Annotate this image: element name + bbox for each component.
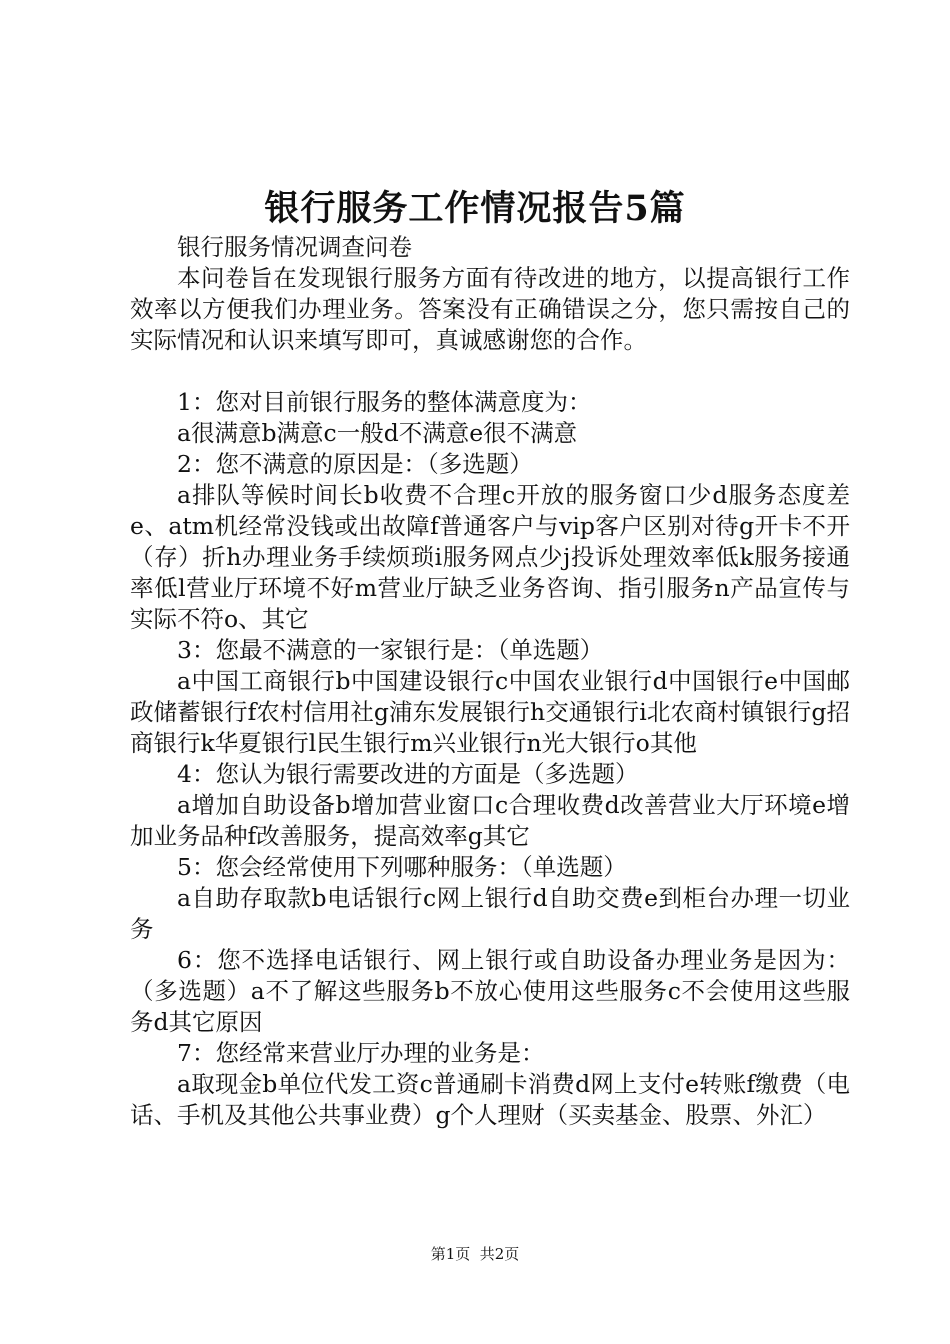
question-4: 4：您认为银行需要改进的方面是（多选题） bbox=[177, 760, 639, 788]
question-5: 5：您会经常使用下列哪种服务：（单选题） bbox=[177, 853, 627, 881]
question-2: 2：您不满意的原因是：（多选题） bbox=[177, 450, 533, 478]
question-7-options: a取现金b单位代发工资c普通刷卡消费d网上支付e转账f缴费（电话、手机及其他公共事业费）g个人理财（买卖基金、股票、外汇） bbox=[130, 1070, 850, 1129]
question-4-options: a增加自助设备b增加营业窗口c合理收费d改善营业大厅环境e增加业务品种f改善服务，提高效率g其它 bbox=[130, 791, 850, 850]
question-6: 6：您不选择电话银行、网上银行或自助设备办理业务是因为：（多选题）a不了解这些服务b不放心使用这些服务c不会使用这些服务d其它原因 bbox=[130, 946, 850, 1036]
survey-intro: 本问卷旨在发现银行服务方面有待改进的地方，以提高银行工作效率以方便我们办理业务。答案没有正确错误之分，您只需按自己的实际情况和认识来填写即可，真诚感谢您的合作。 bbox=[130, 264, 850, 354]
question-3-options: a中国工商银行b中国建设银行c中国农业银行d中国银行e中国邮政储蓄银行f农村信用社g浦东发展银行h交通银行i北农商村镇银行g招商银行k华夏银行l民生银行m兴业银行n光大银行o其他 bbox=[130, 667, 850, 757]
question-7: 7：您经常来营业厅办理的业务是： bbox=[177, 1039, 545, 1067]
page-number-footer: 第1页 共2页 bbox=[430, 1245, 520, 1263]
question-5-options: a自助存取款b电话银行c网上银行d自助交费e到柜台办理一切业务 bbox=[130, 884, 850, 943]
document-body bbox=[130, 232, 850, 1131]
question-3: 3：您最不满意的一家银行是：（单选题） bbox=[177, 636, 604, 664]
paragraph-gap bbox=[130, 356, 850, 387]
question-1-options: a很满意b满意c一般d不满意e很不满意 bbox=[177, 419, 578, 447]
survey-title: 银行服务情况调查问卷 bbox=[177, 233, 412, 261]
question-2-options: a排队等候时间长b收费不合理c开放的服务窗口少d服务态度差e、atm机经常没钱或出故障f普通客户与vip客户区别对待g开卡不开（存）折h办理业务手续烦琐i服务网点少j投诉处理效率低k服务接通率低l营业厅环境不好m营业厅缺乏业务咨询、指引服务n产品宣传与实际不符o、其它 bbox=[130, 481, 850, 633]
document-title: 银行服务工作情况报告5篇 bbox=[264, 188, 686, 229]
question-1: 1：您对目前银行服务的整体满意度为： bbox=[177, 388, 592, 416]
